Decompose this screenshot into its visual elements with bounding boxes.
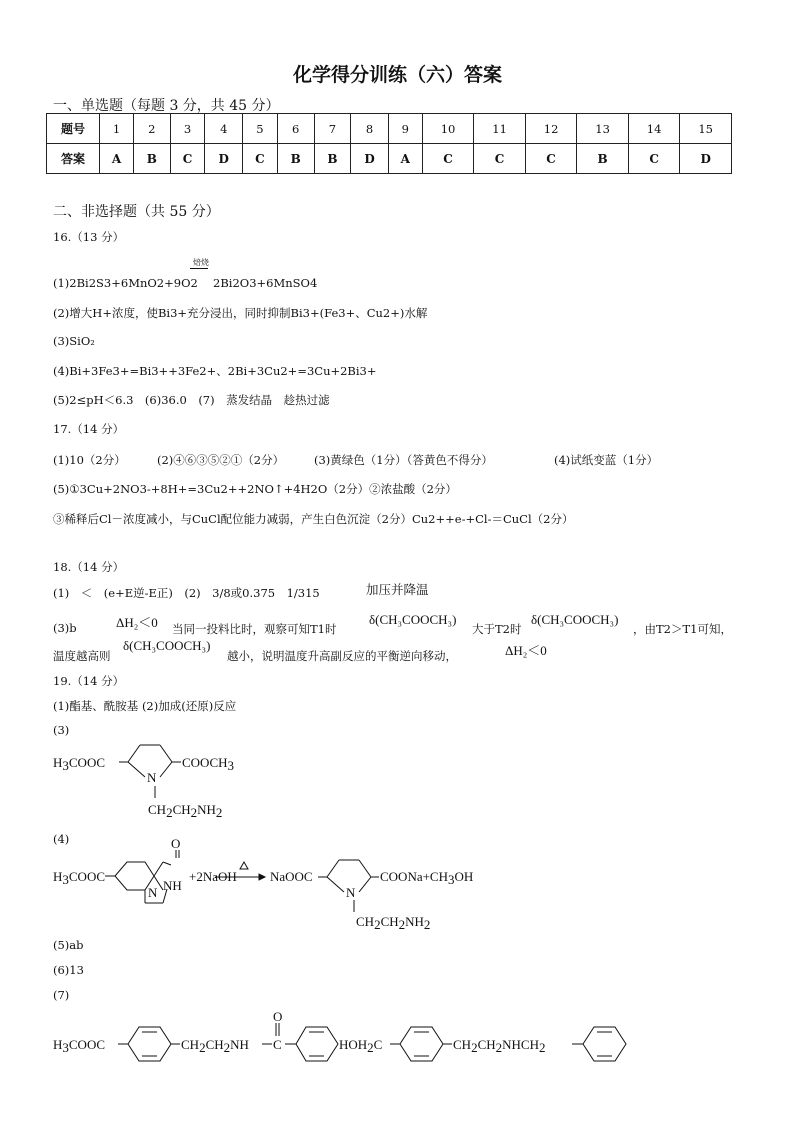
table-cell: B [314, 144, 351, 174]
q16-line-1b: 2Bi2O3+6MnSO4 [213, 276, 318, 290]
svg-text:O: O [273, 1009, 283, 1024]
table-cell: D [680, 144, 732, 174]
svg-text:COOCH3: COOCH3 [182, 755, 235, 773]
table-cell: A [388, 144, 422, 174]
q17-line-1c: (3)黄绿色（1分）（答黄色不得分） [314, 453, 493, 467]
svg-text:+2NaOH: +2NaOH [189, 869, 237, 884]
table-cell: C [170, 144, 205, 174]
q16-line-1a: (1)2Bi2S3+6MnO2+9O2 [53, 276, 198, 290]
q19-heading: 19.（14 分） [53, 674, 125, 688]
q18-line-2c: 大于T2时 [472, 622, 522, 636]
svg-text:NH: NH [163, 878, 182, 893]
table-header-number: 题号 [47, 114, 100, 144]
q17-line-3: ③稀释后Cl－浓度减小，与CuCl配位能力减弱，产生白色沉淀（2分）Cu2++e-+Cl-＝CuCl（2分） [53, 512, 574, 526]
svg-text:CH2CH2NH2: CH2CH2NH2 [148, 802, 223, 820]
table-cell: B [277, 144, 314, 174]
table-cell: C [474, 144, 526, 174]
table-cell: C [243, 144, 278, 174]
svg-text:H3COOC: H3COOC [53, 1037, 106, 1055]
q18-heading: 18.（14 分） [53, 560, 125, 574]
q18-delta-term-1: δ(CH₃COOCH₃) [369, 612, 457, 627]
svg-text:H3COOC: H3COOC [53, 869, 106, 887]
q18-line-2a: (3)b [53, 621, 77, 635]
table-cell: A [100, 144, 134, 174]
q17-line-1a: (1)10（2分） [53, 453, 126, 467]
q16-line-2: (2)增大H+浓度，使Bi3+充分浸出，同时抑制Bi3+(Fe3+、Cu2+)水解 [53, 306, 428, 320]
table-cell: C [525, 144, 577, 174]
table-cell: B [577, 144, 629, 174]
table-cell: 14 [628, 114, 680, 144]
table-cell: D [351, 144, 389, 174]
svg-text:NaOOC: NaOOC [270, 869, 313, 884]
q16-line-4: (4)Bi+3Fe3+=Bi3++3Fe2+、2Bi+3Cu2+=3Cu+2Bi3+ [53, 364, 377, 378]
q17-line-2: (5)①3Cu+2NO3-+8H+=3Cu2++2NO↑+4H2O（2分）②浓盐酸（2分） [53, 482, 457, 496]
table-cell: 4 [205, 114, 243, 144]
table-cell: 5 [243, 114, 278, 144]
q16-line-3: (3)SiO₂ [53, 334, 95, 348]
svg-text:CH2CH2NH: CH2CH2NH [181, 1037, 249, 1055]
section-single-choice-heading: 一、单选题（每题 3 分，共 45 分） [53, 98, 280, 114]
table-cell: 1 [100, 114, 134, 144]
q16-heading: 16.（13 分） [53, 230, 125, 244]
table-cell: 13 [577, 114, 629, 144]
q19-line-5: (5)ab [53, 938, 84, 952]
svg-text:N: N [346, 885, 356, 900]
q18-line-1a: (1) ＜ (e+E逆-E正) (2) 3/8或0.375 1/315 [53, 586, 320, 600]
svg-text:O: O [171, 836, 181, 851]
q19-line-7-label: (7) [53, 988, 70, 1002]
q18-line-2d: ，由T2＞T1可知， [633, 622, 732, 636]
table-cell: B [133, 144, 170, 174]
table-cell: 10 [422, 114, 474, 144]
table-cell: C [422, 144, 474, 174]
svg-text:C: C [273, 1037, 282, 1052]
q18-enthalpy-1: ΔH₂＜0 [116, 615, 158, 630]
table-cell: 11 [474, 114, 526, 144]
q18-delta-term-3: δ(CH₃COOCH₃) [123, 638, 211, 653]
q17-line-1d: (4)试纸变蓝（1分） [554, 453, 659, 467]
svg-text:N: N [147, 770, 157, 785]
q19-line-4-label: (4) [53, 832, 70, 846]
q16-condition-label: 焙烧 [193, 258, 209, 267]
table-cell: 6 [277, 114, 314, 144]
q18-line-3b: 越小，说明温度升高副反应的平衡逆向移动， [227, 649, 457, 663]
q18-delta-term-2: δ(CH₃COOCH₃) [531, 612, 619, 627]
table-cell: 15 [680, 114, 732, 144]
svg-text:COONa+CH3OH: COONa+CH3OH [380, 869, 474, 887]
q18-enthalpy-2: ΔH₂＜0 [505, 643, 547, 658]
q19-line-1: (1)酯基、酰胺基 (2)加成(还原)反应 [53, 699, 237, 713]
table-header-answer: 答案 [47, 144, 100, 174]
table-cell: 7 [314, 114, 351, 144]
svg-text:H3COOC: H3COOC [53, 755, 106, 773]
table-cell: 12 [525, 114, 577, 144]
q18-line-2b: 当同一投料比时，观察可知T1时 [172, 622, 337, 636]
page-title: 化学得分训练（六）答案 [292, 64, 502, 86]
table-cell: 8 [351, 114, 389, 144]
q17-heading: 17.（14 分） [53, 422, 125, 436]
table-cell: 2 [133, 114, 170, 144]
svg-text:CH2CH2NH2: CH2CH2NH2 [356, 914, 431, 932]
table-cell: 9 [388, 114, 422, 144]
q18-line-1b: 加压并降温 [366, 582, 429, 597]
q19-line-3-label: (3) [53, 723, 70, 737]
section-non-choice-heading: 二、非选择题（共 55 分） [53, 204, 220, 220]
svg-text:CH2CH2NHCH2: CH2CH2NHCH2 [453, 1037, 546, 1055]
q18-line-3a: 温度越高则 [53, 649, 111, 663]
table-cell: D [205, 144, 243, 174]
svg-text:N: N [148, 885, 158, 900]
q17-line-1b: (2)④⑥③⑤②①（2分） [157, 453, 285, 467]
table-cell: 3 [170, 114, 205, 144]
q19-line-6: (6)13 [53, 963, 84, 977]
table-cell: C [628, 144, 680, 174]
q16-line-5: (5)2≤pH＜6.3 (6)36.0 (7) 蒸发结晶 趁热过滤 [53, 393, 330, 407]
svg-text:HOH2C: HOH2C [339, 1037, 383, 1055]
